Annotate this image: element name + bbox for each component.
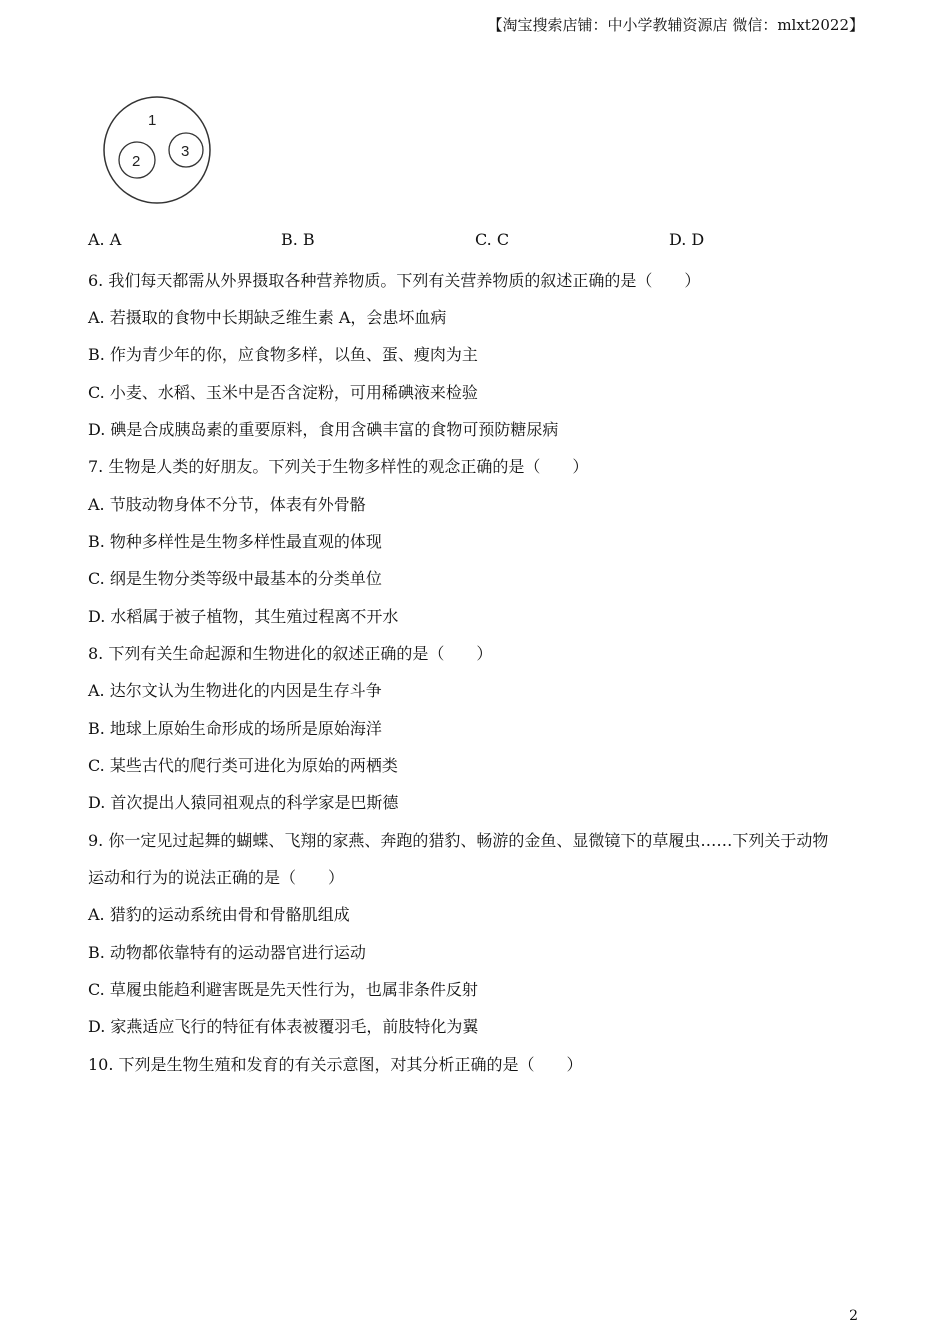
q6-option-d: D. 碘是合成胰岛素的重要原料，食用含碘丰富的食物可预防糖尿病 — [88, 420, 559, 439]
circle-diagram — [100, 93, 214, 207]
q8-option-d: D. 首次提出人猿同祖观点的科学家是巴斯德 — [88, 793, 399, 812]
q6-stem: 6. 我们每天都需从外界摄取各种营养物质。下列有关营养物质的叙述正确的是（ ） — [88, 271, 701, 290]
q9-stem-continued: 运动和行为的说法正确的是（ ） — [88, 868, 345, 887]
q6-option-a: A. 若摄取的食物中长期缺乏维生素 A，会患坏血病 — [88, 308, 447, 327]
q7-option-c: C. 纲是生物分类等级中最基本的分类单位 — [88, 569, 382, 588]
q5-options — [88, 230, 888, 254]
q9-option-d: D. 家燕适应飞行的特征有体表被覆羽毛，前肢特化为翼 — [88, 1017, 479, 1036]
q9-option-b: B. 动物都依靠特有的运动器官进行运动 — [88, 943, 366, 962]
page-header: 【淘宝搜索店铺：中小学教辅资源店 微信：mlxt2022】 — [487, 16, 864, 34]
q10-stem: 10. 下列是生物生殖和发育的有关示意图，对其分析正确的是（ ） — [88, 1055, 583, 1074]
q6-option-c: C. 小麦、水稻、玉米中是否含淀粉，可用稀碘液来检验 — [88, 383, 478, 402]
q7-option-a: A. 节肢动物身体不分节，体表有外骨骼 — [88, 495, 366, 514]
q5-option-a: A. A — [88, 230, 122, 249]
q5-option-d: D. D — [669, 230, 705, 249]
q6-option-b: B. 作为青少年的你，应食物多样，以鱼、蛋、瘦肉为主 — [88, 345, 478, 364]
q7-option-b: B. 物种多样性是生物多样性最直观的体现 — [88, 532, 382, 551]
label-3: 3 — [181, 143, 190, 160]
label-2: 2 — [132, 153, 141, 170]
label-1: 1 — [148, 112, 157, 129]
q7-option-d: D. 水稻属于被子植物，其生殖过程离不开水 — [88, 607, 399, 626]
q8-option-c: C. 某些古代的爬行类可进化为原始的两栖类 — [88, 756, 398, 775]
q5-option-c: C. C — [475, 230, 510, 249]
q9-stem: 9. 你一定见过起舞的蝴蝶、飞翔的家燕、奔跑的猎豹、畅游的金鱼、显微镜下的草履虫……下列关于动物 — [88, 831, 829, 850]
outer-circle — [104, 97, 210, 203]
page-number: 2 — [849, 1308, 858, 1324]
q8-option-b: B. 地球上原始生命形成的场所是原始海洋 — [88, 719, 382, 738]
q8-stem: 8. 下列有关生命起源和生物进化的叙述正确的是（ ） — [88, 644, 493, 663]
q8-option-a: A. 达尔文认为生物进化的内因是生存斗争 — [88, 681, 382, 700]
q5-option-b: B. B — [281, 230, 315, 249]
q9-option-c: C. 草履虫能趋利避害既是先天性行为，也属非条件反射 — [88, 980, 478, 999]
q9-option-a: A. 猎豹的运动系统由骨和骨骼肌组成 — [88, 905, 350, 924]
q7-stem: 7. 生物是人类的好朋友。下列关于生物多样性的观念正确的是（ ） — [88, 457, 589, 476]
